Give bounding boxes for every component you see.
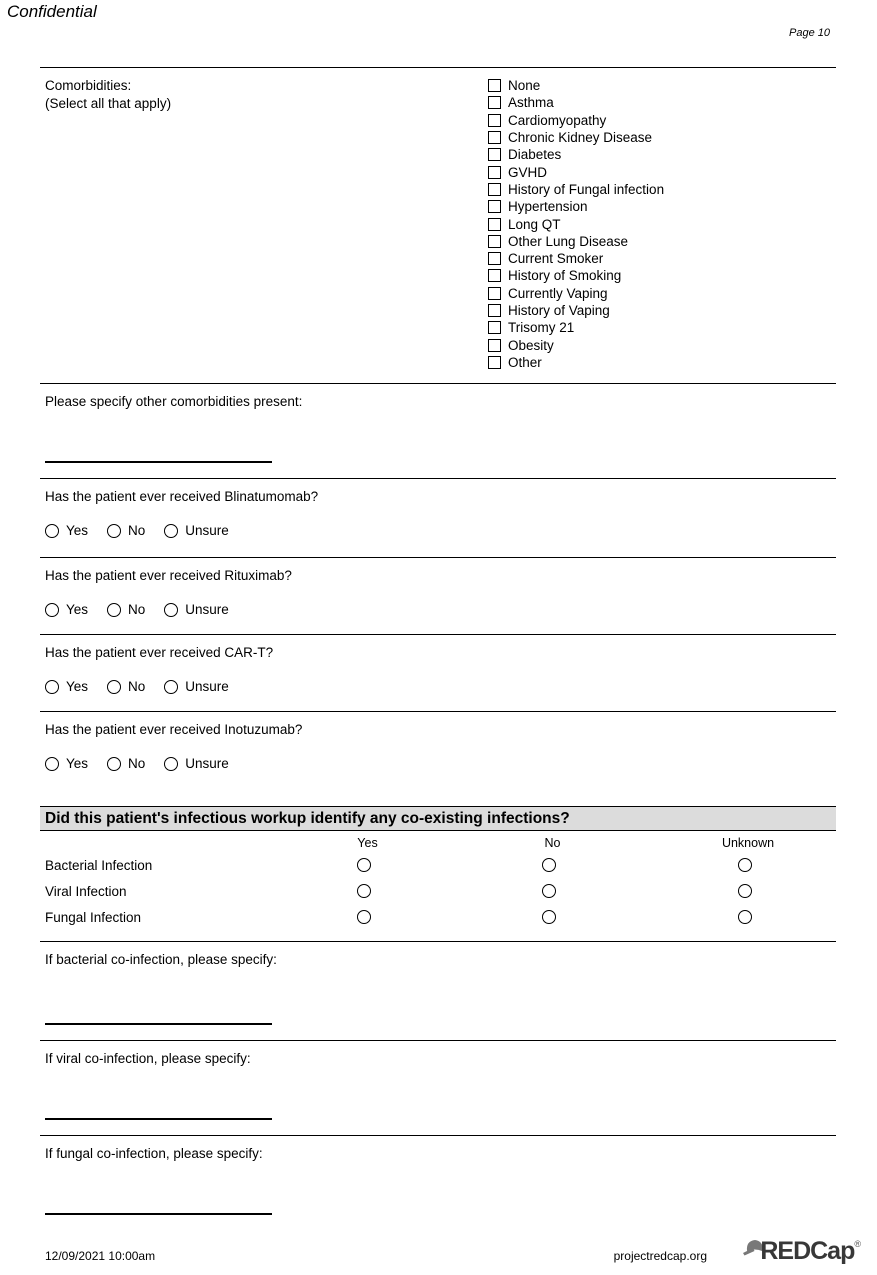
radio-option-yes[interactable]: [45, 679, 88, 694]
registered-mark: ®: [854, 1239, 861, 1249]
page-number: Page 10: [789, 27, 830, 39]
specify-other-text-field[interactable]: [45, 461, 272, 463]
question-label: Has the patient ever received Blinatumomab?: [45, 489, 319, 504]
radio-label: Unsure: [185, 756, 229, 771]
matrix-section-header: [40, 806, 836, 831]
checkbox-label: Other: [508, 354, 542, 370]
comorbidities-options-list: [488, 77, 836, 383]
radio-option-yes[interactable]: [45, 523, 88, 538]
checkbox-icon[interactable]: [488, 269, 501, 282]
radio-label: No: [128, 679, 146, 694]
radio-option-unsure[interactable]: [164, 679, 229, 694]
specify-viral-text-field[interactable]: [45, 1118, 272, 1120]
checkbox-icon[interactable]: [488, 321, 501, 334]
checkbox-label: History of Vaping: [508, 303, 610, 318]
radio-cell-unknown[interactable]: [660, 858, 836, 872]
redcap-logo: [742, 1238, 861, 1264]
checkbox-icon[interactable]: [488, 96, 501, 109]
checkbox-option-chronic-kidney-disease[interactable]: [488, 129, 836, 146]
checkbox-option-long-qt[interactable]: [488, 215, 836, 232]
section-specify-other-comorbidities: [40, 383, 836, 478]
checkbox-label: GVHD: [508, 164, 548, 180]
checkbox-label: Other Lung Disease: [508, 233, 629, 249]
radio-option-no[interactable]: [107, 523, 145, 538]
radio-option-unsure[interactable]: [164, 602, 229, 617]
checkbox-icon[interactable]: [488, 218, 501, 231]
radio-cell-unknown[interactable]: [660, 884, 836, 898]
radio-option-yes[interactable]: [45, 756, 88, 771]
checkbox-icon[interactable]: [488, 166, 501, 179]
radio-option-unsure[interactable]: [164, 756, 229, 771]
radio-label: No: [128, 602, 146, 617]
matrix-column-headers: [40, 834, 836, 852]
radio-icon[interactable]: [107, 757, 121, 771]
specify-bacterial-label: If bacterial co-infection, please specify:: [45, 952, 277, 967]
radio-cell-no[interactable]: [445, 910, 660, 924]
radio-icon[interactable]: [738, 910, 752, 924]
radio-icon[interactable]: [164, 757, 178, 771]
radio-icon[interactable]: [107, 680, 121, 694]
redcap-logo-text: REDCap: [760, 1237, 855, 1265]
radio-option-unsure[interactable]: [164, 523, 229, 538]
matrix-row-viral-infection: [40, 878, 836, 904]
radio-cell-yes[interactable]: [290, 910, 445, 924]
specify-fungal-text-field[interactable]: [45, 1213, 272, 1215]
matrix-col-no: No: [544, 836, 561, 850]
radio-option-yes[interactable]: [45, 602, 88, 617]
footer-site-link[interactable]: projectredcap.org: [613, 1249, 707, 1263]
question-label: Has the patient ever received CAR-T?: [45, 645, 274, 660]
form-content: [40, 67, 836, 1230]
radio-label: No: [128, 756, 146, 771]
radio-label: Yes: [66, 679, 89, 694]
specify-other-label: Please specify other comorbidities present:: [45, 394, 303, 409]
checkbox-icon[interactable]: [488, 235, 501, 248]
checkbox-option-trisomy-21[interactable]: [488, 319, 836, 336]
checkbox-option-hypertension[interactable]: [488, 198, 836, 215]
radio-option-no[interactable]: [107, 756, 145, 771]
radio-option-no[interactable]: [107, 602, 145, 617]
matrix-infections: [40, 831, 836, 941]
checkbox-option-diabetes[interactable]: [488, 146, 836, 163]
checkbox-icon[interactable]: [488, 287, 501, 300]
radio-icon[interactable]: [45, 757, 59, 771]
radio-icon[interactable]: [542, 910, 556, 924]
checkbox-label: Current Smoker: [508, 251, 604, 267]
radio-label: No: [128, 523, 146, 538]
checkbox-icon[interactable]: [488, 148, 501, 161]
checkbox-label: Diabetes: [508, 147, 562, 163]
comorbidities-label-line2: (Select all that apply): [45, 96, 172, 111]
checkbox-option-currently-vaping[interactable]: [488, 285, 836, 302]
matrix-row-label: Bacterial Infection: [45, 857, 153, 873]
radio-icon[interactable]: [45, 524, 59, 538]
checkbox-label: History of Smoking: [508, 268, 622, 284]
radio-cell-unknown[interactable]: [660, 910, 836, 924]
checkbox-label: Hypertension: [508, 199, 588, 215]
checkbox-option-gvhd[interactable]: [488, 163, 836, 180]
section-specify-bacterial: [40, 941, 836, 1040]
comorbidities-label-line1: Comorbidities:: [45, 78, 132, 93]
matrix-header-text: Did this patient's infectious workup identify any co-existing infections?: [45, 809, 570, 827]
checkbox-icon[interactable]: [488, 114, 501, 127]
matrix-row-label: Viral Infection: [45, 883, 127, 899]
radio-label: Unsure: [185, 679, 229, 694]
section-question-blinatumomab: [40, 478, 836, 557]
radio-label: Yes: [66, 756, 89, 771]
checkbox-icon[interactable]: [488, 131, 501, 144]
checkbox-option-history-of-fungal-infection[interactable]: [488, 181, 836, 198]
radio-label: Yes: [66, 602, 89, 617]
checkbox-label: Obesity: [508, 337, 554, 353]
radio-cell-no[interactable]: [445, 884, 660, 898]
question-label: Has the patient ever received Rituximab?: [45, 568, 292, 583]
radio-cell-yes[interactable]: [290, 858, 445, 872]
radio-label: Unsure: [185, 523, 229, 538]
question-label: Has the patient ever received Inotuzumab?: [45, 722, 303, 737]
section-specify-viral: [40, 1040, 836, 1135]
matrix-row-bacterial-infection: [40, 852, 836, 878]
radio-icon[interactable]: [357, 858, 371, 872]
radio-cell-yes[interactable]: [290, 884, 445, 898]
checkbox-icon[interactable]: [488, 304, 501, 317]
checkbox-option-other-lung-disease[interactable]: [488, 233, 836, 250]
radio-icon[interactable]: [738, 884, 752, 898]
matrix-col-yes: Yes: [357, 836, 378, 850]
checkbox-icon[interactable]: [488, 339, 501, 352]
radio-icon[interactable]: [738, 858, 752, 872]
section-comorbidities: [40, 67, 836, 383]
checkbox-option-other[interactable]: [488, 354, 836, 371]
checkbox-icon[interactable]: [488, 79, 501, 92]
specify-fungal-label: If fungal co-infection, please specify:: [45, 1146, 263, 1161]
radio-icon[interactable]: [107, 524, 121, 538]
checkbox-label: Long QT: [508, 216, 561, 232]
radio-icon[interactable]: [357, 910, 371, 924]
radio-group-blinatumomab: [45, 523, 836, 538]
section-specify-fungal: [40, 1135, 836, 1230]
radio-group-inotuzumab: [45, 756, 836, 771]
checkbox-option-asthma[interactable]: [488, 94, 836, 111]
footer-timestamp: 12/09/2021 10:00am: [45, 1249, 156, 1263]
checkbox-option-current-smoker[interactable]: [488, 250, 836, 267]
specify-bacterial-text-field[interactable]: [45, 1023, 272, 1025]
section-question-inotuzumab: [40, 711, 836, 806]
checkbox-option-none[interactable]: [488, 77, 836, 94]
radio-icon[interactable]: [45, 603, 59, 617]
radio-icon[interactable]: [164, 524, 178, 538]
checkbox-option-cardiomyopathy[interactable]: [488, 112, 836, 129]
radio-icon[interactable]: [542, 884, 556, 898]
matrix-row-label: Fungal Infection: [45, 909, 142, 925]
checkbox-label: Currently Vaping: [508, 285, 608, 301]
radio-label: Yes: [66, 523, 89, 538]
checkbox-label: Trisomy 21: [508, 320, 575, 336]
radio-icon[interactable]: [542, 858, 556, 872]
radio-label: Unsure: [185, 602, 229, 617]
matrix-col-unknown: Unknown: [721, 836, 775, 850]
radio-group-rituximab: [45, 602, 836, 617]
radio-icon[interactable]: [164, 680, 178, 694]
checkbox-icon[interactable]: [488, 356, 501, 369]
section-question-rituximab: [40, 557, 836, 634]
radio-icon[interactable]: [107, 603, 121, 617]
radio-cell-no[interactable]: [445, 858, 660, 872]
comorbidities-question-label: [40, 77, 488, 383]
matrix-row-fungal-infection: [40, 904, 836, 930]
checkbox-icon[interactable]: [488, 252, 501, 265]
radio-option-no[interactable]: [107, 679, 145, 694]
checkbox-option-history-of-vaping[interactable]: [488, 302, 836, 319]
specify-viral-label: If viral co-infection, please specify:: [45, 1051, 251, 1066]
checkbox-label: Chronic Kidney Disease: [508, 130, 653, 146]
section-question-car-t: [40, 634, 836, 711]
checkbox-icon[interactable]: [488, 200, 501, 213]
radio-icon[interactable]: [164, 603, 178, 617]
checkbox-label: Cardiomyopathy: [508, 112, 607, 128]
checkbox-label: Asthma: [508, 95, 554, 111]
radio-group-car-t: [45, 679, 836, 694]
checkbox-label: None: [508, 78, 541, 94]
checkbox-option-history-of-smoking[interactable]: [488, 267, 836, 284]
radio-icon[interactable]: [45, 680, 59, 694]
checkbox-label: History of Fungal infection: [508, 181, 665, 197]
checkbox-option-obesity[interactable]: [488, 336, 836, 353]
checkbox-icon[interactable]: [488, 183, 501, 196]
radio-icon[interactable]: [357, 884, 371, 898]
confidential-watermark: Confidential: [7, 2, 97, 21]
